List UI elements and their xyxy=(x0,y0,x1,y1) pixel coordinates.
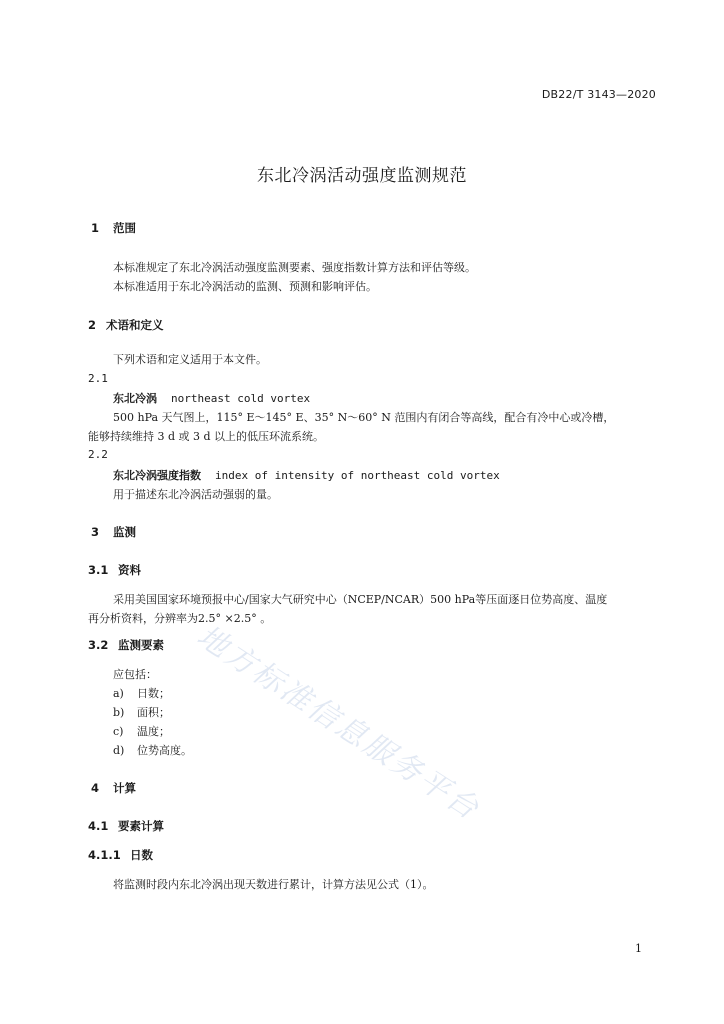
document-title: 东北冷涡活动强度监测规范 xyxy=(257,166,467,186)
list-item-text: 温度； xyxy=(137,725,170,738)
paragraph: 下列术语和定义适用于本文件。 xyxy=(113,353,267,366)
section-number: 3 xyxy=(91,525,100,539)
subsection-number: 4.1.1 xyxy=(88,848,121,862)
subsection-number: 3.2 xyxy=(88,638,109,652)
term-entry xyxy=(113,390,310,406)
list-item-text: 日数； xyxy=(137,687,170,700)
subsection-4-1-heading xyxy=(88,818,164,834)
section-3-heading xyxy=(91,524,136,540)
subsection-title: 监测要素 xyxy=(118,638,164,652)
term-zh: 东北冷涡强度指数 xyxy=(113,469,201,482)
subsection-title: 资料 xyxy=(118,563,141,577)
term-en: northeast cold vortex xyxy=(171,392,311,405)
section-title: 计算 xyxy=(113,781,136,795)
subsection-number: 4.1 xyxy=(88,819,109,833)
list-item-label: c) xyxy=(113,725,124,738)
term-definition: 能够持续维持 3 d 或 3 d 以上的低压环流系统。 xyxy=(88,430,325,443)
term-zh: 东北冷涡 xyxy=(113,392,157,405)
list-item-text: 位势高度。 xyxy=(137,744,192,757)
subsection-title: 日数 xyxy=(130,848,153,862)
list-item-text: 面积； xyxy=(137,706,170,719)
list-item-label: b) xyxy=(113,706,125,719)
paragraph: 本标准适用于东北冷涡活动的监测、预测和影响评估。 xyxy=(113,280,377,293)
list-item-label: a) xyxy=(113,687,124,700)
document-code: DB22/T 3143—2020 xyxy=(541,88,656,101)
term-definition: 500 hPa 天气图上，115° E～145° E、35° N～60° N 范围内有闭合等高线，配合有冷中心或冷槽， xyxy=(113,411,615,424)
subsection-4-1-1-heading xyxy=(88,847,153,863)
list-item xyxy=(113,742,192,758)
section-title: 术语和定义 xyxy=(106,318,164,332)
paragraph: 将监测时段内东北冷涡出现天数进行累计，计算方法见公式（1）。 xyxy=(113,878,434,891)
section-number: 1 xyxy=(91,221,100,235)
paragraph: 应包括： xyxy=(113,668,157,681)
subsection-number: 3.1 xyxy=(88,563,109,577)
section-number: 4 xyxy=(91,781,100,795)
list-item xyxy=(113,685,170,701)
section-4-heading xyxy=(91,780,136,796)
term-definition: 用于描述东北冷涡活动强弱的量。 xyxy=(113,488,278,501)
paragraph: 再分析资料，分辨率为2.5° ×2.5° 。 xyxy=(88,612,272,625)
term-number: 2.1 xyxy=(88,372,108,385)
section-title: 范围 xyxy=(113,221,136,235)
page-number: 1 xyxy=(635,942,642,955)
list-item xyxy=(113,723,170,739)
term-en: index of intensity of northeast cold vortex xyxy=(215,469,500,482)
section-1-heading xyxy=(91,220,136,236)
subsection-3-1-heading xyxy=(88,562,141,578)
subsection-3-2-heading xyxy=(88,637,164,653)
term-entry xyxy=(113,467,500,483)
section-2-heading xyxy=(88,317,164,333)
subsection-title: 要素计算 xyxy=(118,819,164,833)
paragraph: 采用美国国家环境预报中心/国家大气研究中心（NCEP/NCAR）500 hPa等压面逐日位势高度、温度 xyxy=(113,593,608,606)
term-number: 2.2 xyxy=(88,448,108,461)
list-item-label: d) xyxy=(113,744,125,757)
section-number: 2 xyxy=(88,318,97,332)
watermark: 地方标准信息服务平台 xyxy=(190,618,487,828)
list-item xyxy=(113,704,170,720)
section-title: 监测 xyxy=(113,525,136,539)
paragraph: 本标准规定了东北冷涡活动强度监测要素、强度指数计算方法和评估等级。 xyxy=(113,261,476,274)
